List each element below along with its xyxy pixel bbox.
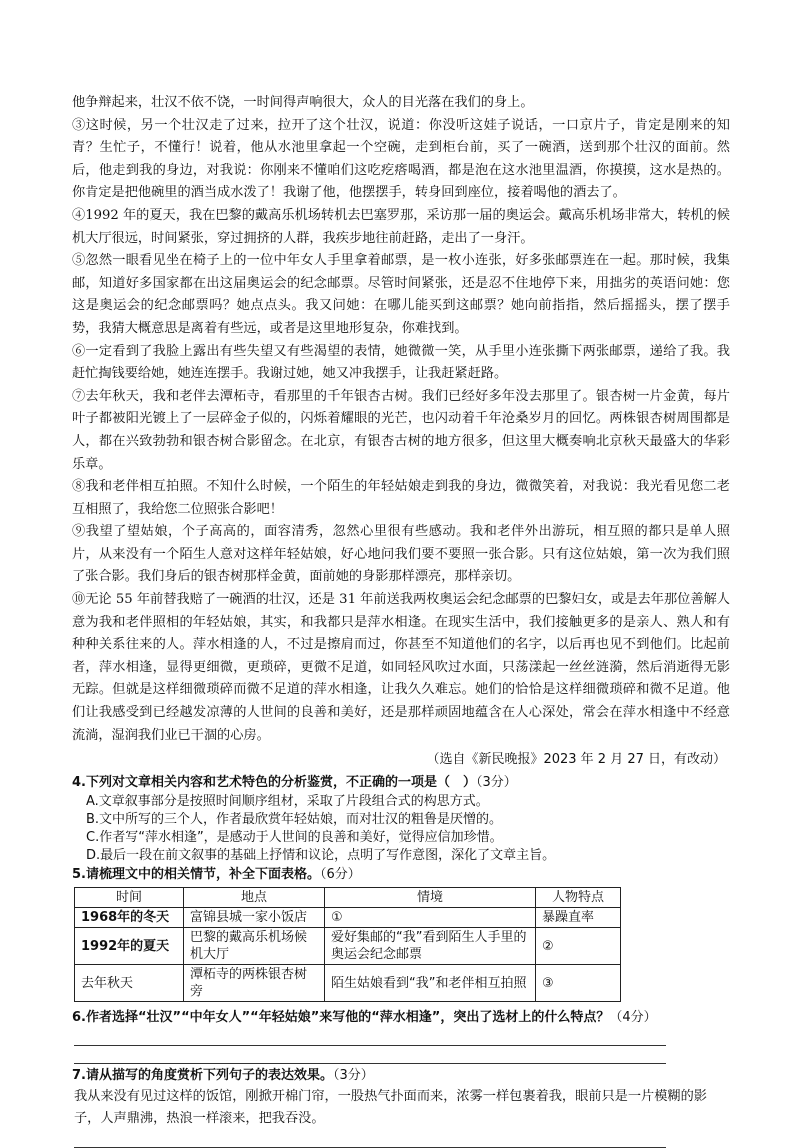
question-5-stem: 5.请梳理文中的相关情节，补全下面表格。 xyxy=(72,867,320,883)
question-4-option-b: B.文中所写的三个人，作者最欣赏年轻姑娘，而对壮汉的粗鲁是厌憎的。 xyxy=(86,812,503,828)
question-7-stem: 7.请从描写的角度赏析下列句子的表达效果。 xyxy=(72,1068,333,1084)
question-6-score: （4分） xyxy=(609,1010,657,1026)
question-5-score: （6分） xyxy=(319,867,361,883)
passage-paragraph-10: ⑩无论 55 年前替我赔了一碗酒的壮汉，还是 31 年前送我两枚奥运会纪念邮票的巴黎妇女，或是去年那位善解人意为我和老伴照相的年轻姑娘，其实，和我都只是萍水相逢。在现实生活中，我们接触更多的是亲人、熟人和有种种关系往来的人。萍水相逢的人，不过是擦肩而过，你甚至不知道他们的名字，以后再也见不到他们。比起前者，萍水相逢，显得更细微，更琐碎，更微不足道，如同轻风吹过水面，只荡漾起一丝丝涟漪，然后消逝得无影无踪。但就是这样细微琐碎而微不足道的萍水相逢，让我久久难忘。她们的恰恰是这样细微琐碎和微不足道。他们让我感受到已经越发凉薄的人世间的良善和美好，还是那样顽固地蕴含在人心深处，常会在萍水相逢中不经意流淌，湿润我们业已干涸的心房。 xyxy=(72,592,730,743)
passage-source: （选自《新民晚报》2023 年 2 月 27 日，有改动） xyxy=(426,752,726,768)
passage-paragraph-5: ⑤忽然一眼看见坐在椅子上的一位中年女人手里拿着邮票，是一枚小连张，好多张邮票连在一起。那时候，我集邮，知道好多国家都在出这届奥运会的纪念邮票。尽管时间紧张，还是忍不住地停下来，用拙劣的英语问她：您这是奥运会的纪念邮票吗？她点点头。我又问她：在哪儿能买到这邮票？她向前指指，然后摇摇头，摆了摆手势，我猜大概意思是离着有些远，或者是这里地形复杂，你难找到。 xyxy=(72,253,730,336)
passage-paragraph-8: ⑧我和老伴相互拍照。不知什么时候，一个陌生的年轻姑娘走到我的身边，微微笑着，对我说：我光看见您二老互相照了，我给您二位照张合影吧！ xyxy=(72,479,730,517)
passage-paragraph-2-end: 他争辩起来，壮汉不依不饶，一时间得声响很大，众人的目光落在我们的身上。 xyxy=(72,95,534,110)
table-cell-time: 去年秋天 xyxy=(75,965,184,1002)
table-cell-time: 1992年的夏天 xyxy=(75,928,184,965)
table-cell-place: 潭柘寺的两株银杏树旁 xyxy=(184,965,325,1002)
table-row xyxy=(75,908,621,928)
passage-paragraph-4: ④1992 年的夏天，我在巴黎的戴高乐机场转机去巴塞罗那，采访那一届的奥运会。戴高乐机场非常大，转机的候机大厅很远，时间紧张，穿过拥挤的人群，我疾步地往前赶路，走出了一身汗。 xyxy=(72,207,730,246)
question-4-score: （3分） xyxy=(475,775,517,791)
table-cell-character: ③ xyxy=(536,965,621,1002)
answer-line-q6-1[interactable] xyxy=(74,1028,666,1046)
question-7-score: （3分） xyxy=(332,1068,374,1084)
answer-line-q6-2[interactable] xyxy=(74,1046,666,1064)
passage-paragraph-9: ⑨我望了望姑娘，个子高高的，面容清秀，忽然心里很有些感动。我和老伴外出游玩，相互照的都只是单人照片，从来没有一个陌生人意对这样年轻姑娘，好心地问我们要不要照一张合影。只有这位姑娘，第一次为我们照了张合影。我们身后的银杏树那样金黄，面前她的身影那样漂亮，那样亲切。 xyxy=(72,524,730,585)
table-cell-situation: ① xyxy=(325,908,536,928)
table-cell-character: 暴躁直率 xyxy=(536,908,621,928)
passage-paragraph-7: ⑦去年秋天，我和老伴去潭柘寺，看那里的千年银杏古树。我们已经好多年没去那里了。银杏树一片金黄，每片叶子都被阳光镀上了一层碎金子似的，闪烁着耀眼的光芒，也闪动着千年沧桑岁月的回忆。两株银杏树周围都是人，都在兴致勃勃和银杏树合影留念。在北京，有银杏古树的地方很多，但这里大概奏响北京秋天最盛大的华彩乐章。 xyxy=(72,388,730,472)
table-header-row xyxy=(75,888,621,908)
question-4-option-d: D.最后一段在前文叙事的基础上抒情和议论，点明了写作意图，深化了文章主旨。 xyxy=(86,848,556,864)
table-cell-place: 富锦县城一家小饭店 xyxy=(184,908,325,928)
question-4-stem: 4.下列对文章相关内容和艺术特色的分析鉴赏，不正确的一项是（ ） xyxy=(72,775,476,791)
table-row xyxy=(75,928,621,965)
question-5 xyxy=(72,865,730,885)
table-cell-situation: 爱好集邮的“我”看到陌生人手里的奥运会纪念邮票 xyxy=(325,928,536,965)
table-cell-time: 1968年的冬天 xyxy=(75,908,184,928)
plot-table xyxy=(74,887,621,1002)
table-header-place: 地点 xyxy=(184,888,325,908)
question-4-option-a: A.文章叙事部分是按照时间顺序组材，采取了片段组合式的构思方式。 xyxy=(86,794,489,810)
question-7-quote: 我从来没有见过这样的饭馆，刚掀开棉门帘，一股热气扑面而来，浓雾一样包裹着我，眼前只是一片模糊的影子，人声鼎沸，热浪一样滚来，把我吞没。 xyxy=(74,1089,707,1127)
question-4-option-c: C.作者写“萍水相逢”，是感动于人世间的良善和美好，觉得应信加珍惜。 xyxy=(86,830,503,846)
table-cell-situation: 陌生姑娘看到“我”和老伴相互拍照 xyxy=(325,965,536,1002)
question-7 xyxy=(72,1066,730,1086)
passage-paragraph-3: ③这时候，另一个壮汉走了过来，拉开了这个壮汉，说道：你没听这娃子说话，一口京片子，肯定是刚来的知青？生忙子，不懂行！说着，他从水池里拿起一个空碗，走到柜台前，买了一碗酒，送到那个壮汉的面前。然后，他走到我的身边，对我说：你刚来不懂咱们这吃疙瘩喝酒，都是泡在这水池里温酒，你摸摸，这水是热的。你肯定是把他碗里的酒当成水泼了！我谢了他，他摆摆手，转身回到座位，接着喝他的酒去了。 xyxy=(72,117,730,201)
table-header-time: 时间 xyxy=(75,888,184,908)
table-cell-place: 巴黎的戴高乐机场候机大厅 xyxy=(184,928,325,965)
question-4 xyxy=(72,773,730,793)
table-header-character: 人物特点 xyxy=(536,888,621,908)
table-header-situation: 情境 xyxy=(325,888,536,908)
passage-paragraph-6: ⑥一定看到了我脸上露出有些失望又有些渴望的表情，她微微一笑，从手里小连张撕下两张邮票，递给了我。我赶忙掏钱要给她，她连连摆手。我谢过她，她又冲我摆手，让我赶紧赶路。 xyxy=(72,343,730,382)
table-cell-character: ② xyxy=(536,928,621,965)
answer-line-q7-1[interactable] xyxy=(74,1130,666,1148)
table-row xyxy=(75,965,621,1002)
question-6 xyxy=(72,1008,730,1028)
question-6-stem: 6.作者选择“壮汉”“中年女人”“年轻姑娘”来写他的“萍水相逢”，突出了选材上的什么特点？ xyxy=(72,1010,610,1026)
